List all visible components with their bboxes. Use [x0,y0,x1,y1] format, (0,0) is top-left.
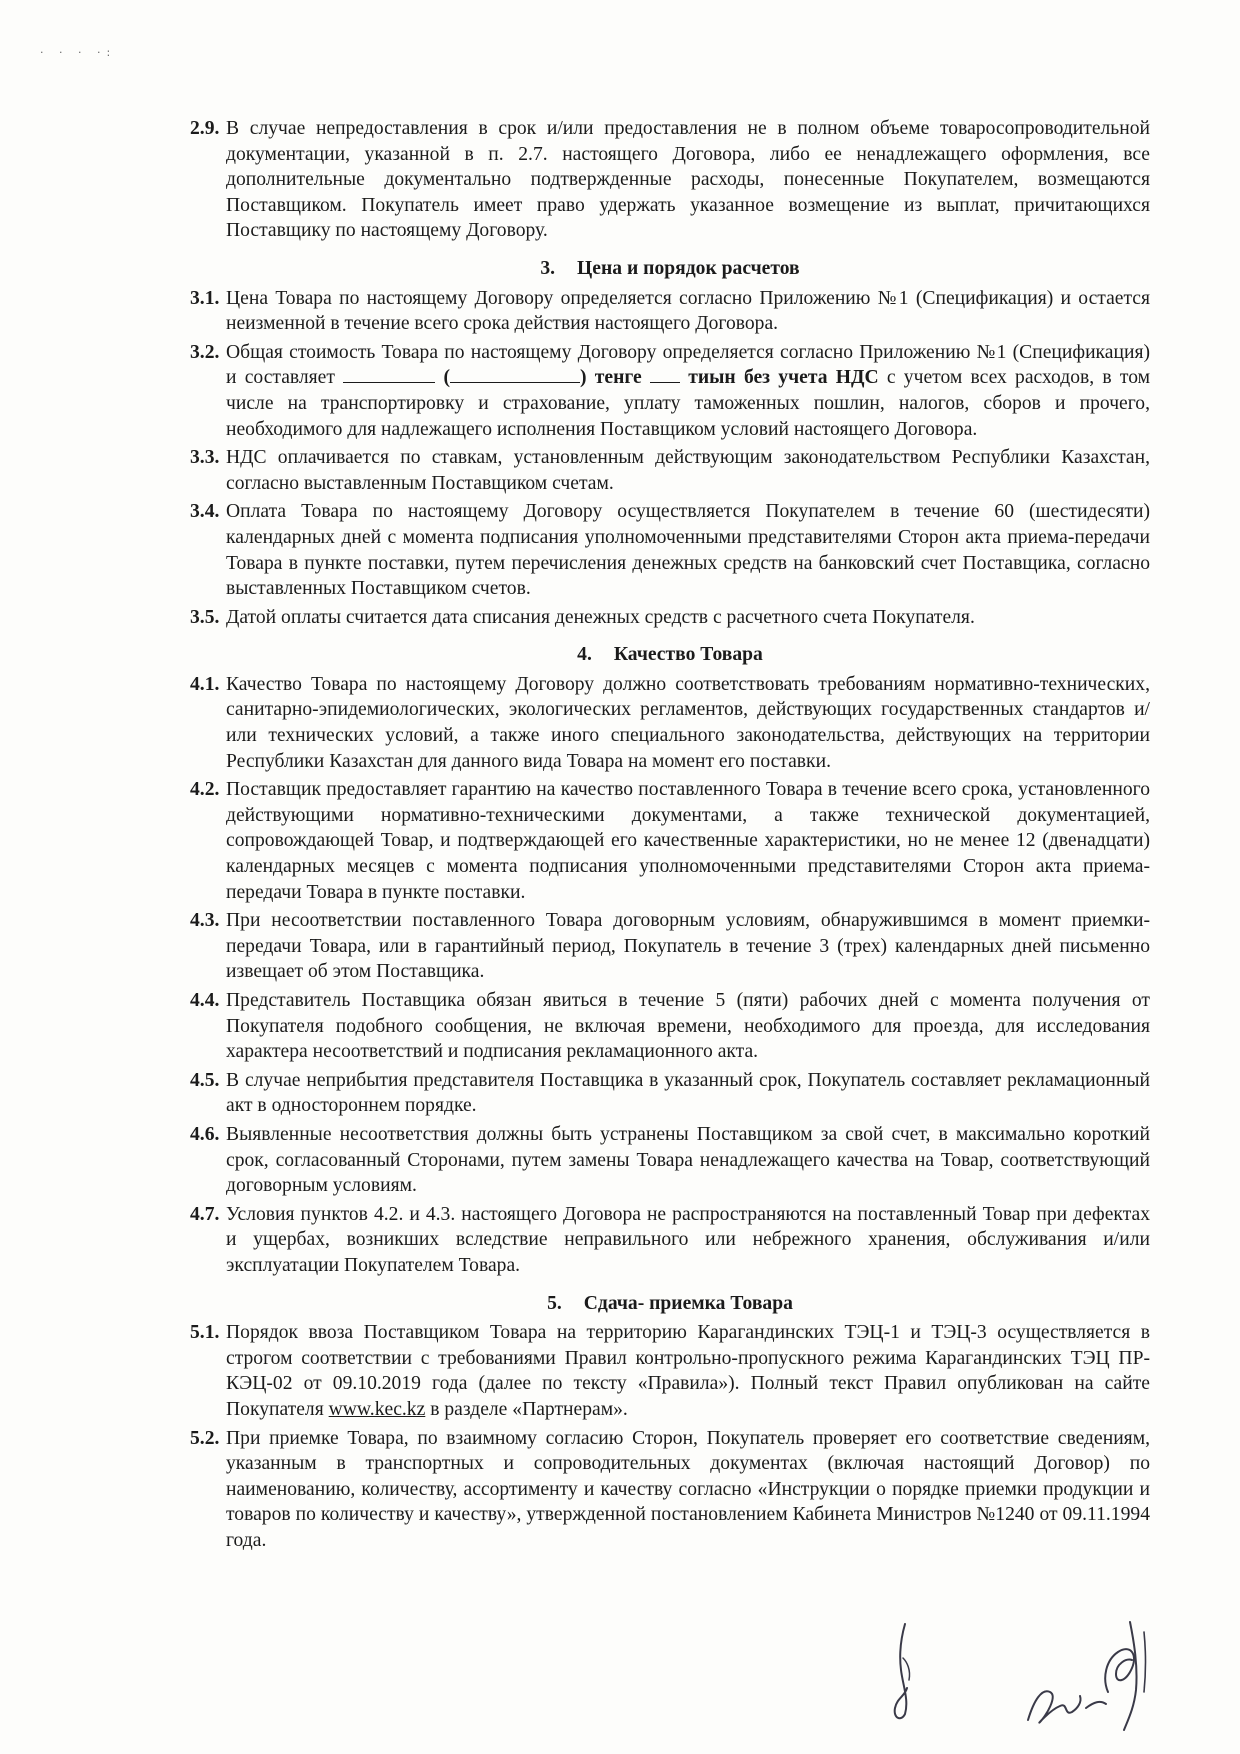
section-5-heading [190,1291,1150,1317]
clause-4-1 [190,672,1150,774]
tiyn-blank-field [650,366,680,383]
section-number: 4. [577,644,592,666]
clause-text: Качество Товара по настоящему Договору должно соответствовать требованиям нормативно-технических, санитарно-эпидемиологических, экологических регламентов, действующих государственных стандартов и/или технических условий, а также иного специального законодательства, действующих на территории Республики Казахстан для данного вида Товара на момент его поставки. [226,673,1150,772]
clause-3-1 [190,286,1150,337]
clause-text-part: Порядок ввоза Поставщиком Товара на территорию Карагандинских ТЭЦ-1 и ТЭЦ-3 осуществляется в строгом соответствии с требованиями Правил контрольно-пропускного режима Карагандинских ТЭЦ ПР-КЭЦ-02 от 09.10.2019 года (далее по тексту «Правила»). Полный текст Правил опубликован на сайте Покупателя [226,1322,1150,1420]
clause-number: 4.5. [190,1069,220,1091]
section-title: Сдача- приемка Товара [583,1292,793,1314]
clause-text: В случае непредоставления в срок и/или предоставления не в полном объеме товаросопроводительной документации, указанной в п. 2.7. настоящего Договора, либо ее ненадлежащего оформления, все дополнительные документально подтвержденные расходы, понесенные Покупателем, возмещаются Поставщиком. Покупатель имеет право удержать указанное возмещение из выплат, причитающихся Поставщику по настоящему Договору. [226,118,1150,242]
clause-3-5 [190,605,1150,631]
clause-text [226,340,1150,442]
clause-text: При приемке Товара, по взаимному согласию Сторон, Покупатель проверяет его соответствие сведениям, указанным в транспортных и сопроводительных документах (включая настоящий Договор) по наименованию, количеству, ассортименту и качеству согласно «Инструкции о порядке приемки продукции и товаров по количеству и качеству», утвержденной постановлением Кабинета Министров №1240 от 09.11.1994 года. [226,1427,1150,1551]
clause-4-4 [190,988,1150,1065]
clause-text [226,1320,1150,1422]
clause-number: 4.2. [190,779,220,801]
clause-text: Представитель Поставщика обязан явиться в течение 5 (пяти) рабочих дней с момента получения от Покупателя подобного сообщения, не включая времени, необходимого для проезда, для исследования характера несоответствий и подписания рекламационного акта. [226,990,1150,1063]
clause-number: 2.9. [190,118,220,139]
clause-number: 4.6. [190,1123,220,1145]
clause-number: 4.4. [190,990,220,1011]
clause-number: 5.1. [190,1322,220,1344]
clause-number: 3.1. [190,287,220,309]
clause-number: 5.2. [190,1427,220,1449]
clause-4-6 [190,1122,1150,1199]
clause-number: 3.4. [190,501,220,523]
section-4-heading [190,642,1150,668]
clause-text: Условия пунктов 4.2. и 4.3. настоящего Договора не распространяются на поставленный Товар при дефектах и ущербах, возникших вследствие неправильного или небрежного хранения, обслуживания и/или эксплуатации Покупателем Товара. [226,1203,1150,1276]
signature-initial-left [875,1618,935,1728]
section-title: Качество Товара [613,644,763,666]
section-3-heading [190,256,1150,282]
clause-4-5 [190,1068,1150,1119]
clause-3-3 [190,445,1150,496]
clause-2-9 [190,116,1150,244]
price-words-blank-field [450,366,580,383]
clause-5-1 [190,1320,1150,1422]
signature-initial-right [1020,1612,1155,1737]
clause-number: 4.3. [190,910,220,932]
clause-number: 4.1. [190,673,220,695]
clause-number: 3.2. [190,341,220,363]
clause-3-4 [190,499,1150,601]
clause-text: Датой оплаты считается дата списания денежных средств с расчетного счета Покупателя. [226,606,975,628]
clause-text: Поставщик предоставляет гарантию на качество поставленного Товара в течение всего срока, установленного действующими нормативно-техническими документами, а также технической документацией, сопровождающей Товар, и подтверждающей его качественные характеристики, но не менее 12 (двенадцати) календарных месяцев с момента подписания уполномоченными представителями Сторон акта приема-передачи Товара в пункте поставки. [226,779,1150,903]
clause-4-7 [190,1202,1150,1279]
clause-4-3 [190,908,1150,985]
open-paren: ( [443,367,450,389]
section-number: 5. [547,1292,562,1314]
clause-text: НДС оплачивается по ставкам, установленным действующим законодательством Республики Казахстан, согласно выставленным Поставщиком счетам. [226,447,1150,494]
clause-text: Выявленные несоответствия должны быть устранены Поставщиком за свой счет, в максимально короткий срок, согласованный Сторонами, путем замены Товара ненадлежащего качества на Товар, соответствующий договорным условиям. [226,1123,1150,1197]
tiyn-label: тиын без учета НДС [688,367,879,389]
clause-text-part: Общая стоимость Товара по настоящему Договору определяется согласно Приложению №1 (Спецификация) и составляет [226,341,1150,389]
clause-3-2 [190,340,1150,442]
contract-body [190,116,1150,1556]
price-blank-field [343,366,435,383]
website-link[interactable]: www.kec.kz [328,1398,426,1420]
clause-number: 3.5. [190,606,220,628]
section-title: Цена и порядок расчетов [577,257,800,279]
clause-text: В случае неприбытия представителя Поставщика в указанный срок, Покупатель составляет рекламационный акт в одностороннем порядке. [226,1069,1150,1117]
tenge-label: ) тенге [579,367,642,389]
section-number: 3. [540,257,556,279]
clause-4-2 [190,777,1150,905]
clause-number: 3.3. [190,447,220,469]
clause-text: Оплата Товара по настоящему Договору осуществляется Покупателем в течение 60 (шестидесяти) календарных дней с момента подписания уполномоченными представителями Сторон акта приема-передачи Товара в пункте поставки, путем перечисления денежных средств на банковский счет Поставщика, согласно выставленных Поставщиком счетов. [226,501,1150,600]
clause-text: При несоответствии поставленного Товара договорным условиям, обнаружившимся в момент приемки-передачи Товара, или в гарантийный период, Покупатель в течение 3 (трех) календарных дней письменно извещает об этом Поставщика. [226,910,1150,983]
clause-text: Цена Товара по настоящему Договору определяется согласно Приложению №1 (Спецификация) и остается неизменной в течение всего срока действия настоящего Договора. [226,287,1150,335]
clause-text-part: в разделе «Партнерам». [430,1398,628,1420]
clause-5-2 [190,1426,1150,1554]
clause-number: 4.7. [190,1203,220,1225]
scan-specks: · · · ·: [40,46,117,59]
clause-text-part: с учетом всех расходов, в том числе на транспортировку и страхование, уплату таможенных пошлин, налогов, сборов и прочего, необходимого для надлежащего исполнения Поставщиком условий настоящего Договора. [226,367,1151,440]
